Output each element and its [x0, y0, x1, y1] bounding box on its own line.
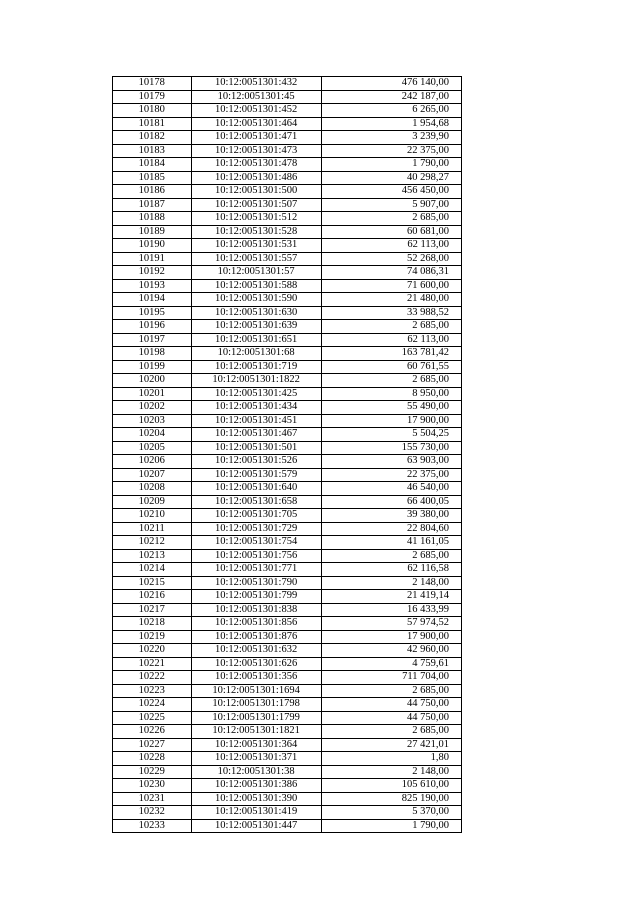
value-cell: 456 450,00	[321, 185, 461, 199]
cadastral-number-cell: 10:12:0051301:719	[191, 360, 321, 374]
table-row	[113, 644, 462, 658]
cadastral-number-cell: 10:12:0051301:658	[191, 495, 321, 509]
value-cell: 62 116,58	[321, 563, 461, 577]
cadastral-number-cell: 10:12:0051301:467	[191, 428, 321, 442]
value-cell: 5 370,00	[321, 806, 461, 820]
row-number-cell: 10185	[113, 171, 192, 185]
table-row	[113, 509, 462, 523]
row-number-cell: 10191	[113, 252, 192, 266]
cadastral-number-cell: 10:12:0051301:464	[191, 117, 321, 131]
table-row	[113, 698, 462, 712]
cadastral-number-cell: 10:12:0051301:590	[191, 293, 321, 307]
value-cell: 71 600,00	[321, 279, 461, 293]
row-number-cell: 10226	[113, 725, 192, 739]
cadastral-number-cell: 10:12:0051301:705	[191, 509, 321, 523]
table-row	[113, 738, 462, 752]
row-number-cell: 10181	[113, 117, 192, 131]
value-cell: 2 685,00	[321, 725, 461, 739]
table-row	[113, 819, 462, 833]
row-number-cell: 10216	[113, 590, 192, 604]
value-cell: 22 804,60	[321, 522, 461, 536]
row-number-cell: 10232	[113, 806, 192, 820]
cadastral-number-cell: 10:12:0051301:1798	[191, 698, 321, 712]
row-number-cell: 10200	[113, 374, 192, 388]
value-cell: 6 265,00	[321, 104, 461, 118]
value-cell: 155 730,00	[321, 441, 461, 455]
table-row	[113, 792, 462, 806]
cadastral-number-cell: 10:12:0051301:386	[191, 779, 321, 793]
value-cell: 2 685,00	[321, 320, 461, 334]
value-cell: 46 540,00	[321, 482, 461, 496]
table-row	[113, 306, 462, 320]
value-cell: 4 759,61	[321, 657, 461, 671]
row-number-cell: 10223	[113, 684, 192, 698]
cadastral-number-cell: 10:12:0051301:632	[191, 644, 321, 658]
table-row	[113, 374, 462, 388]
cadastral-number-cell: 10:12:0051301:588	[191, 279, 321, 293]
table-row	[113, 239, 462, 253]
table-row	[113, 684, 462, 698]
row-number-cell: 10208	[113, 482, 192, 496]
row-number-cell: 10230	[113, 779, 192, 793]
table-row	[113, 252, 462, 266]
cadastral-number-cell: 10:12:0051301:478	[191, 158, 321, 172]
table-row	[113, 77, 462, 91]
value-cell: 2 685,00	[321, 684, 461, 698]
cadastral-number-cell: 10:12:0051301:754	[191, 536, 321, 550]
table-row	[113, 522, 462, 536]
value-cell: 39 380,00	[321, 509, 461, 523]
table-row	[113, 131, 462, 145]
table-row	[113, 185, 462, 199]
value-cell: 1 954,68	[321, 117, 461, 131]
cadastral-number-cell: 10:12:0051301:364	[191, 738, 321, 752]
value-cell: 5 907,00	[321, 198, 461, 212]
cadastral-number-cell: 10:12:0051301:1822	[191, 374, 321, 388]
table-row	[113, 752, 462, 766]
table-row	[113, 158, 462, 172]
row-number-cell: 10205	[113, 441, 192, 455]
cadastral-number-cell: 10:12:0051301:1821	[191, 725, 321, 739]
table-row	[113, 387, 462, 401]
row-number-cell: 10189	[113, 225, 192, 239]
cadastral-number-cell: 10:12:0051301:512	[191, 212, 321, 226]
row-number-cell: 10210	[113, 509, 192, 523]
cadastral-number-cell: 10:12:0051301:526	[191, 455, 321, 469]
value-cell: 1 790,00	[321, 158, 461, 172]
cadastral-number-cell: 10:12:0051301:434	[191, 401, 321, 415]
table-row	[113, 482, 462, 496]
row-number-cell: 10184	[113, 158, 192, 172]
row-number-cell: 10183	[113, 144, 192, 158]
cadastral-number-cell: 10:12:0051301:432	[191, 77, 321, 91]
cadastral-number-cell: 10:12:0051301:371	[191, 752, 321, 766]
value-cell: 17 900,00	[321, 414, 461, 428]
table-row	[113, 279, 462, 293]
value-cell: 476 140,00	[321, 77, 461, 91]
row-number-cell: 10214	[113, 563, 192, 577]
row-number-cell: 10203	[113, 414, 192, 428]
row-number-cell: 10231	[113, 792, 192, 806]
document-table-container	[112, 76, 462, 833]
table-row	[113, 104, 462, 118]
row-number-cell: 10211	[113, 522, 192, 536]
cadastral-number-cell: 10:12:0051301:356	[191, 671, 321, 685]
table-row	[113, 590, 462, 604]
row-number-cell: 10186	[113, 185, 192, 199]
table-row	[113, 617, 462, 631]
cadastral-number-cell: 10:12:0051301:626	[191, 657, 321, 671]
row-number-cell: 10204	[113, 428, 192, 442]
cadastral-number-cell: 10:12:0051301:1694	[191, 684, 321, 698]
value-cell: 27 421,01	[321, 738, 461, 752]
value-cell: 8 950,00	[321, 387, 461, 401]
value-cell: 2 685,00	[321, 374, 461, 388]
cadastral-number-cell: 10:12:0051301:639	[191, 320, 321, 334]
cadastral-number-cell: 10:12:0051301:630	[191, 306, 321, 320]
value-cell: 2 685,00	[321, 549, 461, 563]
value-cell: 2 685,00	[321, 212, 461, 226]
value-cell: 17 900,00	[321, 630, 461, 644]
value-cell: 44 750,00	[321, 711, 461, 725]
value-cell: 1 790,00	[321, 819, 461, 833]
cadastre-value-table	[112, 76, 462, 833]
table-row	[113, 630, 462, 644]
value-cell: 16 433,99	[321, 603, 461, 617]
cadastral-number-cell: 10:12:0051301:425	[191, 387, 321, 401]
value-cell: 5 504,25	[321, 428, 461, 442]
value-cell: 711 704,00	[321, 671, 461, 685]
cadastral-number-cell: 10:12:0051301:838	[191, 603, 321, 617]
row-number-cell: 10220	[113, 644, 192, 658]
row-number-cell: 10187	[113, 198, 192, 212]
table-row	[113, 401, 462, 415]
table-row	[113, 266, 462, 280]
row-number-cell: 10188	[113, 212, 192, 226]
value-cell: 42 960,00	[321, 644, 461, 658]
table-row	[113, 428, 462, 442]
cadastral-number-cell: 10:12:0051301:471	[191, 131, 321, 145]
cadastral-number-cell: 10:12:0051301:57	[191, 266, 321, 280]
table-row	[113, 360, 462, 374]
value-cell: 55 490,00	[321, 401, 461, 415]
table-row	[113, 90, 462, 104]
table-row	[113, 171, 462, 185]
row-number-cell: 10207	[113, 468, 192, 482]
row-number-cell: 10180	[113, 104, 192, 118]
cadastral-number-cell: 10:12:0051301:557	[191, 252, 321, 266]
table-row	[113, 468, 462, 482]
table-row	[113, 347, 462, 361]
value-cell: 242 187,00	[321, 90, 461, 104]
cadastral-number-cell: 10:12:0051301:790	[191, 576, 321, 590]
row-number-cell: 10193	[113, 279, 192, 293]
row-number-cell: 10213	[113, 549, 192, 563]
value-cell: 3 239,90	[321, 131, 461, 145]
table-row	[113, 144, 462, 158]
value-cell: 2 148,00	[321, 576, 461, 590]
value-cell: 40 298,27	[321, 171, 461, 185]
table-row	[113, 212, 462, 226]
table-row	[113, 657, 462, 671]
value-cell: 52 268,00	[321, 252, 461, 266]
cadastral-number-cell: 10:12:0051301:771	[191, 563, 321, 577]
cadastral-number-cell: 10:12:0051301:501	[191, 441, 321, 455]
row-number-cell: 10215	[113, 576, 192, 590]
table-row	[113, 603, 462, 617]
cadastral-number-cell: 10:12:0051301:419	[191, 806, 321, 820]
row-number-cell: 10198	[113, 347, 192, 361]
cadastral-number-cell: 10:12:0051301:390	[191, 792, 321, 806]
row-number-cell: 10201	[113, 387, 192, 401]
table-row	[113, 455, 462, 469]
row-number-cell: 10219	[113, 630, 192, 644]
value-cell: 21 419,14	[321, 590, 461, 604]
cadastral-number-cell: 10:12:0051301:38	[191, 765, 321, 779]
table-row	[113, 806, 462, 820]
value-cell: 22 375,00	[321, 144, 461, 158]
cadastral-number-cell: 10:12:0051301:507	[191, 198, 321, 212]
table-row	[113, 779, 462, 793]
cadastral-number-cell: 10:12:0051301:500	[191, 185, 321, 199]
cadastral-number-cell: 10:12:0051301:473	[191, 144, 321, 158]
value-cell: 60 681,00	[321, 225, 461, 239]
value-cell: 21 480,00	[321, 293, 461, 307]
table-row	[113, 563, 462, 577]
cadastral-number-cell: 10:12:0051301:856	[191, 617, 321, 631]
table-row	[113, 576, 462, 590]
table-row	[113, 293, 462, 307]
value-cell: 62 113,00	[321, 333, 461, 347]
row-number-cell: 10233	[113, 819, 192, 833]
table-row	[113, 441, 462, 455]
row-number-cell: 10224	[113, 698, 192, 712]
cadastral-number-cell: 10:12:0051301:799	[191, 590, 321, 604]
row-number-cell: 10190	[113, 239, 192, 253]
row-number-cell: 10192	[113, 266, 192, 280]
row-number-cell: 10206	[113, 455, 192, 469]
table-row	[113, 414, 462, 428]
value-cell: 1,80	[321, 752, 461, 766]
cadastral-number-cell: 10:12:0051301:579	[191, 468, 321, 482]
value-cell: 60 761,55	[321, 360, 461, 374]
value-cell: 57 974,52	[321, 617, 461, 631]
row-number-cell: 10178	[113, 77, 192, 91]
table-row	[113, 117, 462, 131]
row-number-cell: 10212	[113, 536, 192, 550]
value-cell: 66 400,05	[321, 495, 461, 509]
value-cell: 105 610,00	[321, 779, 461, 793]
table-row	[113, 536, 462, 550]
cadastral-number-cell: 10:12:0051301:528	[191, 225, 321, 239]
row-number-cell: 10227	[113, 738, 192, 752]
cadastral-number-cell: 10:12:0051301:651	[191, 333, 321, 347]
cadastral-number-cell: 10:12:0051301:640	[191, 482, 321, 496]
table-row	[113, 549, 462, 563]
table-row	[113, 198, 462, 212]
row-number-cell: 10228	[113, 752, 192, 766]
value-cell: 44 750,00	[321, 698, 461, 712]
table-row	[113, 711, 462, 725]
cadastral-number-cell: 10:12:0051301:1799	[191, 711, 321, 725]
row-number-cell: 10218	[113, 617, 192, 631]
row-number-cell: 10182	[113, 131, 192, 145]
cadastral-number-cell: 10:12:0051301:447	[191, 819, 321, 833]
cadastral-number-cell: 10:12:0051301:876	[191, 630, 321, 644]
cadastral-number-cell: 10:12:0051301:531	[191, 239, 321, 253]
row-number-cell: 10222	[113, 671, 192, 685]
row-number-cell: 10194	[113, 293, 192, 307]
row-number-cell: 10229	[113, 765, 192, 779]
table-body	[113, 77, 462, 833]
table-row	[113, 495, 462, 509]
table-row	[113, 333, 462, 347]
value-cell: 2 148,00	[321, 765, 461, 779]
row-number-cell: 10195	[113, 306, 192, 320]
row-number-cell: 10221	[113, 657, 192, 671]
cadastral-number-cell: 10:12:0051301:45	[191, 90, 321, 104]
cadastral-number-cell: 10:12:0051301:452	[191, 104, 321, 118]
cadastral-number-cell: 10:12:0051301:486	[191, 171, 321, 185]
cadastral-number-cell: 10:12:0051301:451	[191, 414, 321, 428]
value-cell: 62 113,00	[321, 239, 461, 253]
value-cell: 63 903,00	[321, 455, 461, 469]
row-number-cell: 10209	[113, 495, 192, 509]
row-number-cell: 10217	[113, 603, 192, 617]
row-number-cell: 10179	[113, 90, 192, 104]
value-cell: 74 086,31	[321, 266, 461, 280]
row-number-cell: 10225	[113, 711, 192, 725]
table-row	[113, 671, 462, 685]
table-row	[113, 765, 462, 779]
table-row	[113, 225, 462, 239]
row-number-cell: 10197	[113, 333, 192, 347]
table-row	[113, 320, 462, 334]
value-cell: 825 190,00	[321, 792, 461, 806]
value-cell: 22 375,00	[321, 468, 461, 482]
value-cell: 33 988,52	[321, 306, 461, 320]
row-number-cell: 10202	[113, 401, 192, 415]
value-cell: 163 781,42	[321, 347, 461, 361]
value-cell: 41 161,05	[321, 536, 461, 550]
row-number-cell: 10199	[113, 360, 192, 374]
row-number-cell: 10196	[113, 320, 192, 334]
cadastral-number-cell: 10:12:0051301:729	[191, 522, 321, 536]
cadastral-number-cell: 10:12:0051301:756	[191, 549, 321, 563]
table-row	[113, 725, 462, 739]
cadastral-number-cell: 10:12:0051301:68	[191, 347, 321, 361]
